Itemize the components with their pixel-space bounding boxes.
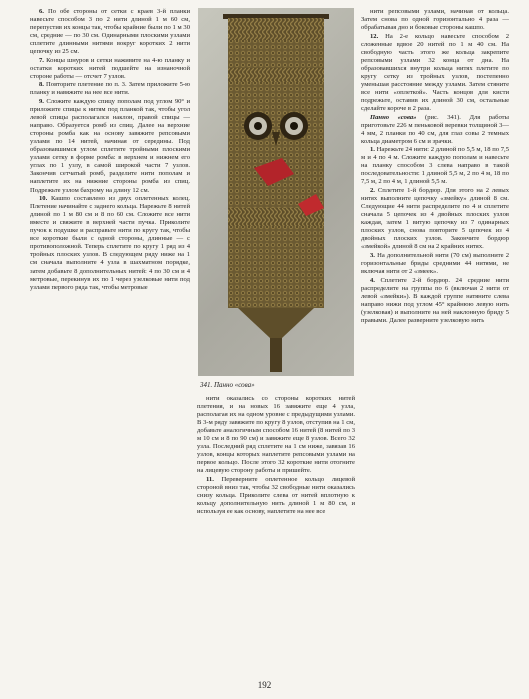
paragraph [361, 33, 509, 113]
paragraph-text: Нарежьте 24 нити: 2 длиной по 5,5 м, 18 по 7,5 м и 4 по 4 м. Сложите каждую пополам и навесьте на планку способом 3 слева направо в такой последовательности: 1 длиной 5,5 м, 2 по 4 м, 18 по 7,5 м, 2 по 4 м, 1 длиной 5,5 м. [361, 146, 509, 186]
paragraph [361, 277, 509, 325]
paragraph-text: Кашпо составлено из двух оплетенных колец. Плетение начинайте с заднего кольца. Нарежьте 8 нитей длиной по 1 м 80 см и 8 по 60 см. Сложите все нити вместе и свяжите в верхней части пучка. Приколите пучок к подушке и расправьте нити по кругу так, чтобы все короткие были с одной стороны, длинные — с противоположной. Теперь сплетите по кругу 1 ряд из 4 тройных плоских узлов. В следующем ряду ниже на 1 см сначала выполните 4 узла в шахматном порядке, затем добавьте 8 дополнительных нитей: 4 по 30 см и 4 метровые, перекинув их по 1 через узелковые нити под узлами первого ряда так, чтобы метровые [30, 195, 190, 291]
step-number: 2. [370, 187, 378, 195]
paragraph-text: На 2-е кольцо навесьте способом 2 сложенные вдвое 20 нитей по 1 м 40 см. На свободную часть этого же кольца закрепите репсовыми узлами 32 конца от дна. На образовавшихся внутри кольца нитях плетите по кругу сетку из тройных узлов, постепенно уменьшая расстояние между узлами. Затем стяните все нити «оплеткой». Часть концов для кисти подрежьте, оставив их длиной 30 см, остальные сделайте короче в 2 раза. [361, 32, 509, 113]
paragraph [361, 8, 509, 32]
paragraph [197, 395, 355, 475]
paragraph-text: (рис. 341). Для работы приготовьте 226 м пеньковой веревки толщиной 3—4 мм, 2 планки по 40 см, для глаз совы 2 темных кольца диаметром 6 см и зрачки. [361, 113, 509, 145]
paragraph [30, 81, 190, 97]
paragraph-text: На дополнительной нити (70 см) выполните 2 горизонтальные бриды средними 44 нитями, не включая нити от 2 «змеек». [361, 251, 509, 275]
paragraph [361, 187, 509, 251]
paragraph-text: Сплетите 2-й бордюр. 24 средние нити распределите на группы по 6 (включая 2 нити от левой «змейки»). В каждой группе натяните слева направо нижи под углом 45° крайнюю левую нить (узелковая) и выполните на ней наклонную бриду 5 правыми. Далее разверните узелковую нить [361, 276, 509, 324]
step-number: 7. [39, 56, 47, 64]
owl-macrame-illustration [198, 8, 354, 376]
page-number: 192 [257, 680, 272, 690]
paragraph [30, 98, 190, 195]
figure-caption: 341. Панно «сова» [200, 381, 255, 389]
paragraph [361, 114, 509, 146]
text-column-left [30, 8, 190, 292]
owl-panel-photo [198, 8, 354, 376]
paragraph [30, 195, 190, 292]
section-label: Панно «сова» [370, 113, 426, 121]
paragraph-text: нити репсовыми узлами, начиная от кольца. Затем снова по одной горизонтально 4 раза — обрабатывая дно и боковые стороны кашпо. [361, 8, 509, 32]
paragraph-text: Сплетите 1-й бордюр. Для этого на 2 левых нитях выполните цепочку «змейку» длиной 8 см. Следующие 44 нити распределите по 4 и сплетите сначала 5 цепочек из 4 двойных плоских узлов каждая, затем 1 витую цепочку из 7 одинарных плоских узлов, снова повторите 5 цепочек из 4 двойных плоских узлов. Закончите бордюр «змейкой» длиной 8 см на 2 крайних нитях. [361, 187, 509, 251]
paragraph [361, 252, 509, 276]
paragraph-text: Концы шнуров и сетки наживите на 4-ю планку и остатки коротких нитей подшейте на изнаночной стороне работы — отсчет 7 узлов. [30, 56, 190, 80]
paragraph [361, 146, 509, 186]
step-number: 12. [370, 32, 386, 40]
text-column-right [361, 8, 509, 325]
paragraph-text: Сложите каждую спицу пополам под углом 90° и приложите спицы к нитям под планкой так, чтобы угол левой спицы располагался наклон, правой спицы — направо. Образуется ромб из спиц. Далее на верхние стороны ромба как на основу завяжите репсовыми узлами по 14 нитей, начиная от середины. Под образовавшимся углом сплетите тройными плоскими узлами сетку в форме ромба: в верхнем и нижнем его углах по 1 узлу, в самой широкой части 7 узлов. Закончив сетчатый ромб, разделите нити пополам и наплетите их на нижние стороны ромба из спиц. Подрежьте узлом бахрому на длину 12 см. [30, 98, 191, 194]
paragraph [30, 8, 190, 56]
step-number: 3. [370, 251, 378, 259]
paragraph-text: Переверните оплетенное кольцо лицевой стороной вниз так, чтобы 32 свободные нити оказались снизу кольца. Приколите слева от нитей вплотную к кольцу дополнительную нить длиной 1 м 80 см, и используя ее как основу, наплетите на нее все [197, 475, 355, 516]
step-number: 11. [206, 475, 222, 483]
step-number: 9. [39, 98, 47, 106]
paragraph [30, 57, 190, 81]
step-number: 1. [370, 146, 377, 154]
paragraph-text: нити оказались со стороны коротких нитей плетения, и на новых 16 завяжите еще 4 узла, располагая их на одном уровне с предыдущими узлами. В 3-м ряду завяжите по кругу 8 узлов, отступив на 1 см, добавьте аналогичным способом 16 нитей (8 нитей по 3 м 10 см и 8 по 90 см) и завяжите еще 8 узлов. Всего 32 узла. Последний ряд сплетите на 1 см ниже, завязав 16 узлов, концы которых наплетите репсовыми узлами на первое кольцо. После этого 32 короткие нити отогните на лицевую сторону работы и пришейте. [197, 395, 355, 475]
step-number: 4. [370, 276, 381, 284]
paragraph-text: По обе стороны от сетки с краев 3-й планки навесьте способом 3 по 2 нити длиной 1 м 60 см, перепустив их концы так, чтобы крайние были по 1 м 30 см, средние — по 30 см. Одинарными плоскими узлами сплетите длинными нитями вокруг коротких 2 нити цепочку из 25 см. [30, 8, 191, 56]
paragraph-text: Повторите плетение по п. 3. Затем приложите 5-ю планку и навяжите на нее все нити. [30, 81, 191, 97]
step-number: 6. [39, 8, 48, 15]
text-column-middle [197, 395, 355, 517]
step-number: 10. [39, 195, 51, 203]
step-number: 8. [39, 81, 47, 89]
paragraph [197, 476, 355, 516]
